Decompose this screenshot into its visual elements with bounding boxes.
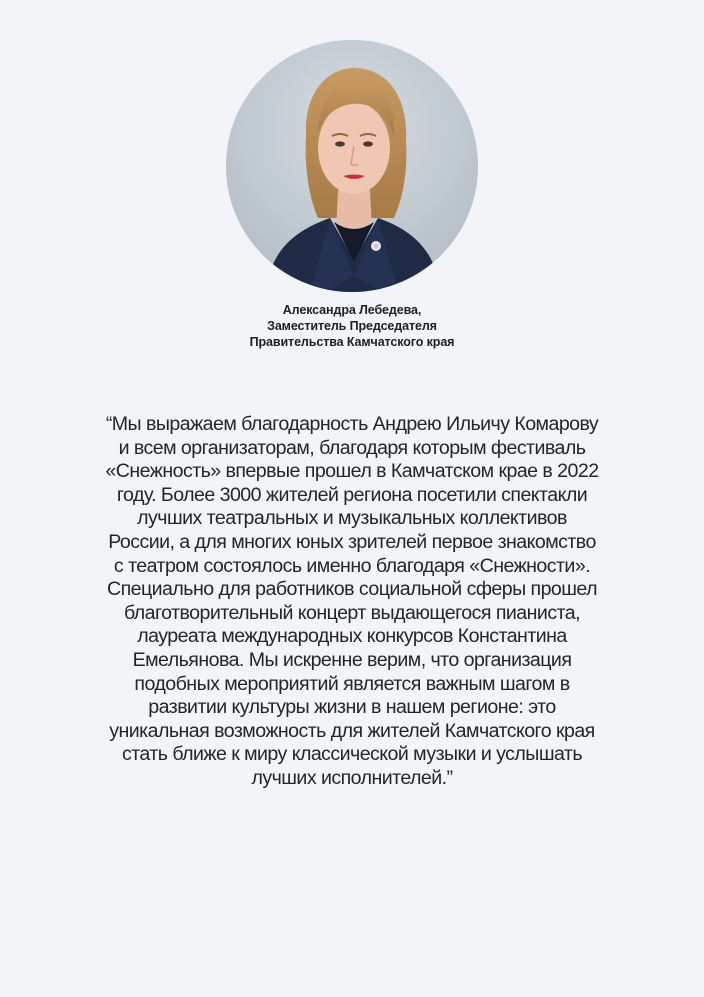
quote-line: с театром состоялось именно благодаря «Снежности».	[113, 554, 591, 577]
quote-line: России, а для многих юных зрителей первое знакомство	[108, 530, 596, 553]
speaker-portrait	[226, 40, 478, 292]
quote-line: подобных мероприятий является важным шагом в	[134, 672, 570, 695]
speaker-name: Александра Лебедева,	[282, 303, 422, 317]
quote-text	[44, 413, 660, 791]
quote-line: “Мы выражаем благодарность Андрею Ильичу Комарову	[105, 413, 599, 435]
quote-line: лучших исполнителей.”	[251, 766, 453, 789]
quote-line: развитии культуры жизни в нашем регионе: это	[148, 696, 556, 719]
quote-line: году. Более 3000 жителей региона посетили спектакли	[116, 483, 588, 506]
quote-line: лучших театральных и музыкальных коллективов	[137, 507, 567, 530]
quote-line: благотворительный концерт выдающегося пианиста,	[123, 601, 581, 624]
speaker-position-line-1: Заместитель Председателя	[267, 319, 437, 333]
quote-line: Емельянова. Мы искренне верим, что организация	[132, 648, 572, 671]
quote-line: «Снежность» впервые прошел в Камчатском крае в 2022	[105, 460, 599, 483]
quote-line: стать ближе к миру классической музыки и услышать	[121, 743, 582, 766]
speaker-position-line-2: Правительства Камчатского края	[249, 335, 455, 349]
quote-line: и всем организаторам, благодаря которым фестиваль	[118, 436, 586, 459]
quote-line: лауреата международных конкурсов Константина	[137, 625, 567, 648]
speaker-caption	[0, 302, 704, 350]
quote-line: Специально для работников социальной сферы прошел	[106, 578, 598, 601]
quote-line: уникальная возможность для жителей Камчатского края	[109, 719, 595, 742]
portrait-illustration	[226, 40, 478, 292]
